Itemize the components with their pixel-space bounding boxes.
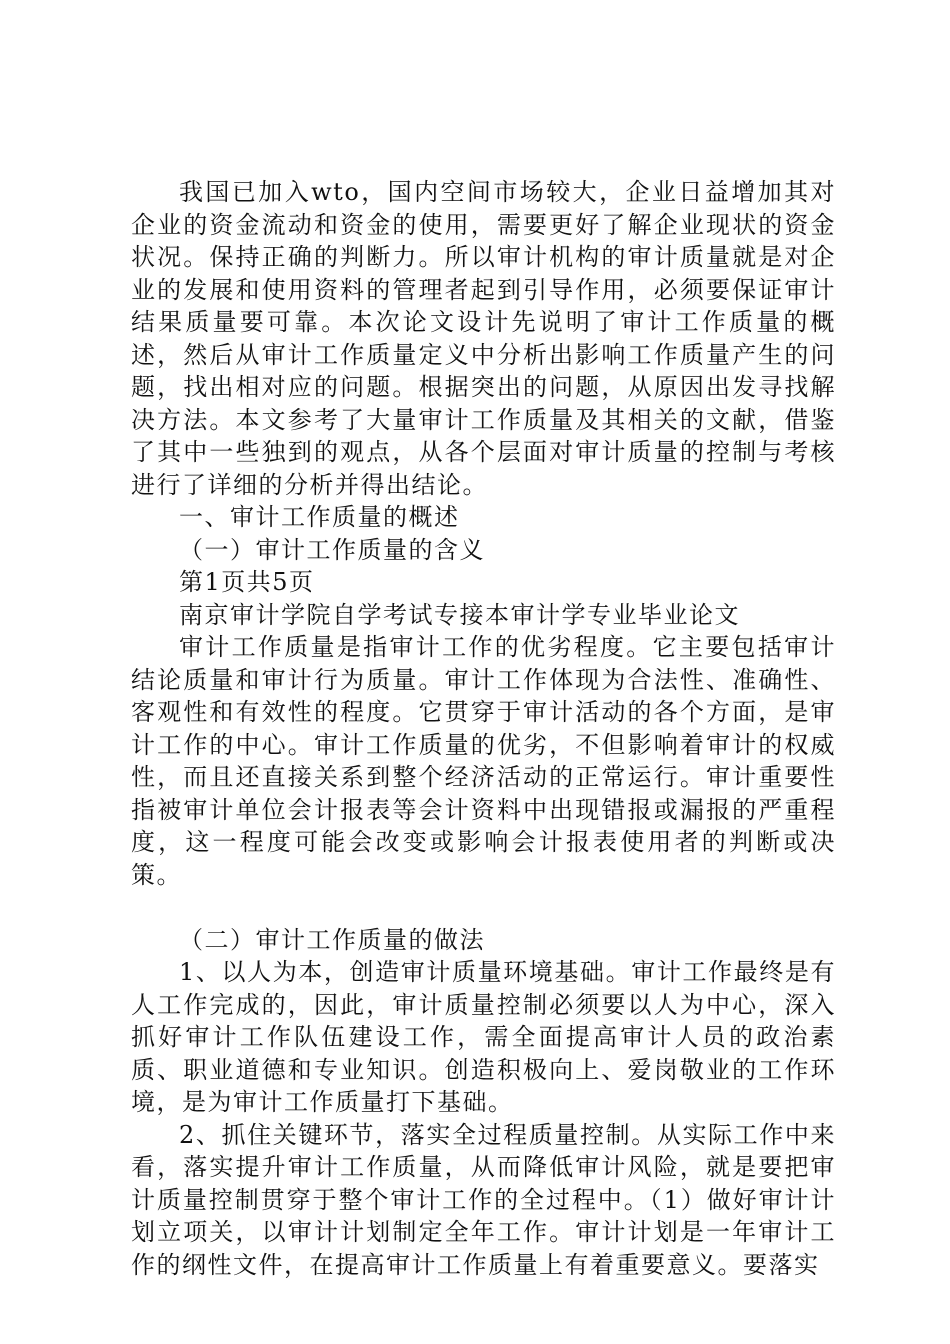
section-heading: 一、审计工作质量的概述 <box>179 503 460 531</box>
practice-paragraph: 2、抓住关键环节，落实全过程质量控制。从实际工作中来看，落实提升审计工作质量，从而降低审计风险，就是要把审计质量控制贯穿于整个审计工作的全过程中。（1）做好审计计划立项关，以审计计划制定全年工作。审计计划是一年审计工作的纲性文件，在提高审计工作质量上有着重要意义。要落实 <box>131 1120 836 1279</box>
subsection-heading: （一）审计工作质量的含义 <box>179 535 485 564</box>
definition-paragraph: 审计工作质量是指审计工作的优劣程度。它主要包括审计结论质量和审计行为质量。审计工作体现为合法性、准确性、客观性和有效性的程度。它贯穿于审计活动的各个方面，是审计工作的中心。审计工作质量的优劣，不但影响着审计的权威性，而且还直接关系到整个经济活动的正常运行。审计重要性指被审计单位会计报表等会计资料中出现错报或漏报的严重程度，这一程度可能会改变或影响会计报表使用者的判断或决策。 <box>131 633 836 889</box>
subsection-heading: （二）审计工作质量的做法 <box>179 925 485 954</box>
intro-paragraph: 我国已加入wto，国内空间市场较大，企业日益增加其对企业的资金流动和资金的使用，需要更好了解企业现状的资金状况。保持正确的判断力。所以审计机构的审计质量就是对企业的发展和使用资料的管理者起到引导作用，必须要保证审计结果质量要可靠。本次论文设计先说明了审计工作质量的概述，然后从审计工作质量定义中分析出影响工作质量产生的问题，找出相对应的问题。根据突出的问题，从原因出发寻找解决方法。本文参考了大量审计工作质量及其相关的文献，借鉴了其中一些独到的观点，从各个层面对审计质量的控制与考核进行了详细的分析并得出结论。 <box>131 178 836 499</box>
practice-paragraph: 1、以人为本，创造审计质量环境基础。审计工作最终是有人工作完成的，因此，审计质量控制必须要以人为中心，深入抓好审计工作队伍建设工作，需全面提高审计人员的政治素质、职业道德和专业知识。创造积极向上、爱岗敬业的工作环境，是为审计工作质量打下基础。 <box>131 958 836 1116</box>
document-body <box>131 176 836 1281</box>
blank-line <box>131 891 836 924</box>
running-header: 南京审计学院自学考试专接本审计学专业毕业论文 <box>179 600 740 629</box>
page-number: 第1页共5页 <box>179 568 315 596</box>
